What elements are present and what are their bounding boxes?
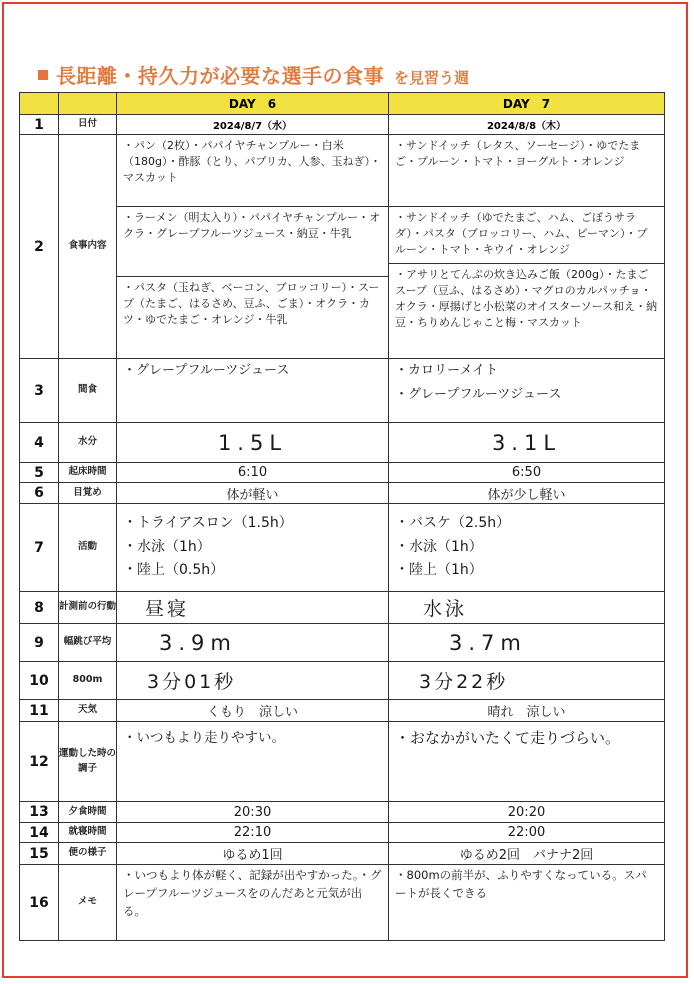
run800-day6: 3分01秒: [117, 662, 389, 700]
lunch-day6: ・ラーメン（明太入り）・パパイヤチャンプルー・オクラ・グレープフルーツジュース・納豆・牛乳: [117, 207, 388, 277]
bed-day6: 22:10: [117, 823, 389, 843]
activity-day6-item: ・トライアスロン（1.5h）: [123, 514, 293, 531]
condition-day6: ・いつもより走りやすい。: [123, 730, 285, 746]
dinner-time-day7: 20:20: [389, 802, 665, 823]
row-bed-time: 14 就寝時間 22:10 22:00: [20, 823, 665, 843]
meals-day7: [389, 135, 665, 359]
lunch-day7: ・サンドイッチ（ゆでたまご、ハム、ごぼうサラダ）・パスタ（ブロッコリー、ハム、ピーマン）・プルーン・トマト・キウイ・オレンジ: [389, 207, 664, 264]
wake-day6: 6:10: [117, 463, 389, 483]
snack-day6: ・グレープフルーツジュース: [123, 363, 290, 378]
row-wake-time: 5 起床時間 6:10 6:50: [20, 463, 665, 483]
breakfast-day6: ・パン（2枚）・パパイヤチャンプルー・白米（180g）・酢豚（とり、パプリカ、人参、玉ねぎ）・マスカット: [117, 135, 388, 207]
breakfast-day7: ・サンドイッチ（レタス、ソーセージ）・ゆでたまご・プルーン・トマト・ヨーグルト・オレンジ: [389, 135, 664, 207]
row-water: 4 水分 1.5L 3.1L: [20, 423, 665, 463]
water-day7: 3.1L: [389, 423, 665, 463]
jump-day6: 3.9m: [117, 624, 389, 662]
weather-day6: くもり 涼しい: [117, 700, 389, 722]
dinner-day7: ・アサリとてんぷの炊き込みご飯（200g）・たまごスープ（豆ふ、はるさめ）・マグロのカルパッチョ・オクラ・厚揚げと小松菜のオイスターソース和え・納豆・ちりめんじゃこと梅・マスカット: [395, 268, 658, 329]
activity-day7-item: ・水泳（1h）: [395, 538, 483, 555]
wake-day7: 6:50: [389, 463, 665, 483]
row-800m: 10 800m 3分01秒 3分22秒: [20, 662, 665, 700]
memo-day7: ・800mの前半が、ふりやすくなっている。スパートが長くできる: [395, 868, 647, 900]
row-pre-measure: 8 計測前の行動 昼寝 水泳: [20, 592, 665, 624]
date-day7: 2024/8/8（木）: [389, 115, 665, 135]
header-row: [20, 93, 665, 115]
date-day6: 2024/8/7（水）: [117, 115, 389, 135]
row-bowel: 15 便の様子 ゆるめ1回 ゆるめ2回 バナナ2回: [20, 843, 665, 865]
pre-day7: 水泳: [389, 592, 665, 624]
meals-day6: [117, 135, 389, 359]
row-long-jump: 9 幅跳び平均 3.9m 3.7m: [20, 624, 665, 662]
bowel-day6: ゆるめ1回: [117, 843, 389, 865]
row-weather: 11 天気 くもり 涼しい 晴れ 涼しい: [20, 700, 665, 722]
row-date: 1 日付 2024/8/7（水） 2024/8/8（木）: [20, 115, 665, 135]
row-dinner-time: 13 夕食時間 20:30 20:20: [20, 802, 665, 823]
header-day-6: DAY 6: [117, 93, 389, 115]
snack-day7-2: ・グレープフルーツジュース: [395, 386, 562, 402]
activity-day6: [117, 504, 389, 592]
bed-day7: 22:00: [389, 823, 665, 843]
page-title: [38, 60, 469, 90]
snack-day7-1: ・カロリーメイト: [395, 363, 499, 378]
weather-day7: 晴れ 涼しい: [389, 700, 665, 722]
row-memo: 16 メモ ・いつもより体が軽く、記録が出やすかった。・グレープフルーツジュースをのんだあと元気が出る。 ・800mの前半が、ふりやすくなっている。スパートが長くできる: [20, 865, 665, 941]
dinner-time-day6: 20:30: [117, 802, 389, 823]
row-snack: 3 間食 ・グレープフルーツジュース ・カロリーメイト ・グレープフルーツジュース: [20, 359, 665, 423]
water-day6: 1.5L: [117, 423, 389, 463]
food-log-table: [19, 92, 665, 941]
title-sub: を見習う週: [394, 69, 470, 87]
row-awakening: 6 目覚め 体が軽い 体が少し軽い: [20, 483, 665, 504]
condition-day7: ・おなかがいたくて走りづらい。: [395, 729, 621, 747]
jump-day7: 3.7m: [389, 624, 665, 662]
dinner-day6: ・パスタ（玉ねぎ、ベーコン、ブロッコリー）・スープ（たまご、はるさめ、豆ふ、ごま）・オクラ・カツ・ゆでたまご・オレンジ・牛乳: [123, 281, 380, 326]
activity-day6-item: ・陸上（0.5h）: [123, 562, 225, 579]
run800-day7: 3分22秒: [389, 662, 665, 700]
awake-day6: 体が軽い: [117, 483, 389, 504]
awake-day7: 体が少し軽い: [389, 483, 665, 504]
pre-day6: 昼寝: [117, 592, 389, 624]
activity-day7-item: ・バスケ（2.5h）: [395, 514, 511, 531]
activity-day7: [389, 504, 665, 592]
bowel-day7: ゆるめ2回 バナナ2回: [389, 843, 665, 865]
bullet-square-icon: [38, 70, 48, 80]
memo-day6: ・いつもより体が軽く、記録が出やすかった。・グレープフルーツジュースをのんだあと元気が出る。: [123, 868, 382, 918]
activity-day6-item: ・水泳（1h）: [123, 538, 211, 555]
row-activity: 7 活動 ・トライアスロン（1.5h） ・水泳（1h） ・陸上（0.5h） ・バスケ（2.5h） ・水泳（1h） ・陸上（1h）: [20, 504, 665, 592]
row-condition: 12 運動した時の調子 ・いつもより走りやすい。 ・おなかがいたくて走りづらい。: [20, 722, 665, 802]
header-day-7: DAY 7: [389, 93, 665, 115]
activity-day7-item: ・陸上（1h）: [395, 562, 483, 579]
title-main: 長距離・持久力が必要な選手の食事: [56, 64, 384, 88]
row-meals: 2 食事内容 ・パン（2枚）・パパイヤチャンプルー・白米（180g）・酢豚（とり、パプリカ、人参、玉ねぎ）・マスカット ・ラーメン（明太入り）・パパイヤチャンプルー・オクラ・グレープフルーツジュース・納豆・牛乳 ・パスタ（玉ねぎ、ベーコン、ブロッコリー）・スープ（たまご、はるさめ、豆ふ、ごま）・オクラ・カツ・ゆでたまご・オレンジ・牛乳 ・サンドイッチ（レタス、ソーセージ）・ゆでたまご・プルーン・トマト・ヨーグルト・オレンジ ・サンドイッチ（ゆでたまご、ハム、ごぼうサラダ）・パスタ（ブロッコリー、ハム、ピーマン）・プルーン・トマト・キウイ・オレンジ ・アサリとてんぷの炊き込みご飯（200g）・たまごスープ（豆ふ、はるさめ）・マグロのカルパッチョ・オクラ・厚揚げと小松菜のオイスターソース和え・納豆・ちりめんじゃこと梅・マスカット: [20, 135, 665, 359]
